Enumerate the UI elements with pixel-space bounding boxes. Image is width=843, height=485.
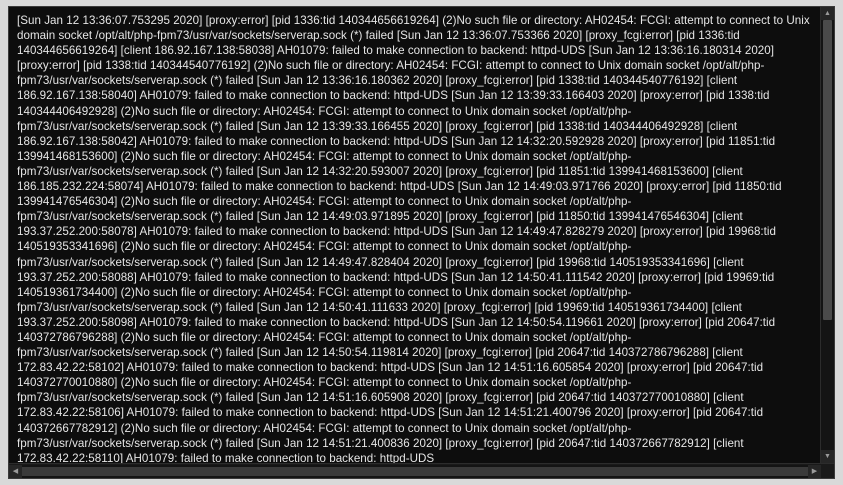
vertical-scrollbar-thumb[interactable] [823, 20, 832, 320]
scroll-down-arrow-icon[interactable]: ▼ [821, 450, 834, 463]
log-viewer-panel [8, 6, 835, 479]
horizontal-scrollbar-track[interactable] [22, 465, 808, 478]
horizontal-scrollbar-thumb[interactable] [22, 467, 808, 476]
log-text-content: [Sun Jan 12 13:36:07.753295 2020] [proxy:error] [pid 1336:tid 140344656619264] (2)No such file or directory: AH02454: FCGI: attempt to connect to Unix domain socket /opt/alt/php-fpm73/usr/var/sockets/serverap.sock (*) failed [Sun Jan 12 13:36:07.753366 2020] [proxy_fcgi:error] [pid 1336:tid 140344656619264] [client 186.92.167.138:58038] AH01079: failed to make connection to backend: httpd-UDS [Sun Jan 12 13:36:16.180314 2020] [proxy:error] [pid 1338:tid 140344540776192] (2)No such file or directory: AH02454: FCGI: attempt to connect to Unix domain socket /opt/alt/php-fpm73/usr/var/sockets/serverap.sock (*) failed [Sun Jan 12 13:36:16.180362 2020] [proxy_fcgi:error] [pid 1338:tid 140344540776192] [client 186.92.167.138:58040] AH01079: failed to make connection to backend: httpd-UDS [Sun Jan 12 13:39:33.166403 2020] [proxy:error] [pid 1338:tid 140344406492928] (2)No such file or directory: AH02454: FCGI: attempt to connect to Unix domain socket /opt/alt/php-fpm73/usr/var/sockets/serverap.sock (*) failed [Sun Jan 12 13:39:33.166455 2020] [proxy_fcgi:error] [pid 1338:tid 140344406492928] [client 186.92.167.138:58042] AH01079: failed to make connection to backend: httpd-UDS [Sun Jan 12 14:32:20.592928 2020] [proxy:error] [pid 11851:tid 139941468153600] (2)No such file or directory: AH02454: FCGI: attempt to connect to Unix domain socket /opt/alt/php-fpm73/usr/var/sockets/serverap.sock (*) failed [Sun Jan 12 14:32:20.593007 2020] [proxy_fcgi:error] [pid 11851:tid 139941468153600] [client 186.185.232.224:58074] AH01079: failed to make connection to backend: httpd-UDS [Sun Jan 12 14:49:03.971766 2020] [proxy:error] [pid 11850:tid 139941476546304] (2)No such file or directory: AH02454: FCGI: attempt to connect to Unix domain socket /opt/alt/php-fpm73/usr/var/sockets/serverap.sock (*) failed [Sun Jan 12 14:49:03.971895 2020] [proxy_fcgi:error] [pid 11850:tid 139941476546304] [client 193.37.252.200:58078] AH01079: failed to make connection to backend: httpd-UDS [Sun Jan 12 14:49:47.828279 2020] [proxy:error] [pid 19968:tid 140519353341696] (2)No such file or directory: AH02454: FCGI: attempt to connect to Unix domain socket /opt/alt/php-fpm73/usr/var/sockets/serverap.sock (*) failed [Sun Jan 12 14:49:47.828404 2020] [proxy_fcgi:error] [pid 19968:tid 140519353341696] [client 193.37.252.200:58088] AH01079: failed to make connection to backend: httpd-UDS [Sun Jan 12 14:50:41.111542 2020] [proxy:error] [pid 19969:tid 140519361734400] (2)No such file or directory: AH02454: FCGI: attempt to connect to Unix domain socket /opt/alt/php-fpm73/usr/var/sockets/serverap.sock (*) failed [Sun Jan 12 14:50:41.111633 2020] [proxy_fcgi:error] [pid 19969:tid 140519361734400] [client 193.37.252.200:58098] AH01079: failed to make connection to backend: httpd-UDS [Sun Jan 12 14:50:54.119661 2020] [proxy:error] [pid 20647:tid 140372786796288] (2)No such file or directory: AH02454: FCGI: attempt to connect to Unix domain socket /opt/alt/php-fpm73/usr/var/sockets/serverap.sock (*) failed [Sun Jan 12 14:50:54.119814 2020] [proxy_fcgi:error] [pid 20647:tid 140372786796288] [client 172.83.42.22:58102] AH01079: failed to make connection to backend: httpd-UDS [Sun Jan 12 14:51:16.605854 2020] [proxy:error] [pid 20647:tid 140372770010880] (2)No such file or directory: AH02454: FCGI: attempt to connect to Unix domain socket /opt/alt/php-fpm73/usr/var/sockets/serverap.sock (*) failed [Sun Jan 12 14:51:16.605908 2020] [proxy_fcgi:error] [pid 20647:tid 140372770010880] [client 172.83.42.22:58106] AH01079: failed to make connection to backend: httpd-UDS [Sun Jan 12 14:51:21.400796 2020] [proxy:error] [pid 20647:tid 140372667782912] (2)No such file or directory: AH02454: FCGI: attempt to connect to Unix domain socket /opt/alt/php-fpm73/usr/var/sockets/serverap.sock (*) failed [Sun Jan 12 14:51:21.400836 2020] [proxy_fcgi:error] [pid 20647:tid 140372667782912] [client 172.83.42.22:58110] AH01079: failed to make connection to backend: httpd-UDS [17, 14, 813, 463]
scroll-left-arrow-icon[interactable]: ◀ [9, 465, 22, 478]
log-text-scroll-area[interactable] [9, 7, 820, 463]
horizontal-scrollbar[interactable] [9, 463, 834, 478]
scroll-right-arrow-icon[interactable]: ▶ [808, 465, 821, 478]
scrollbar-corner [821, 465, 834, 478]
log-viewer-body [9, 7, 834, 463]
vertical-scrollbar[interactable] [820, 7, 834, 463]
vertical-scrollbar-track[interactable] [821, 20, 834, 450]
scroll-up-arrow-icon[interactable]: ▲ [821, 7, 834, 20]
